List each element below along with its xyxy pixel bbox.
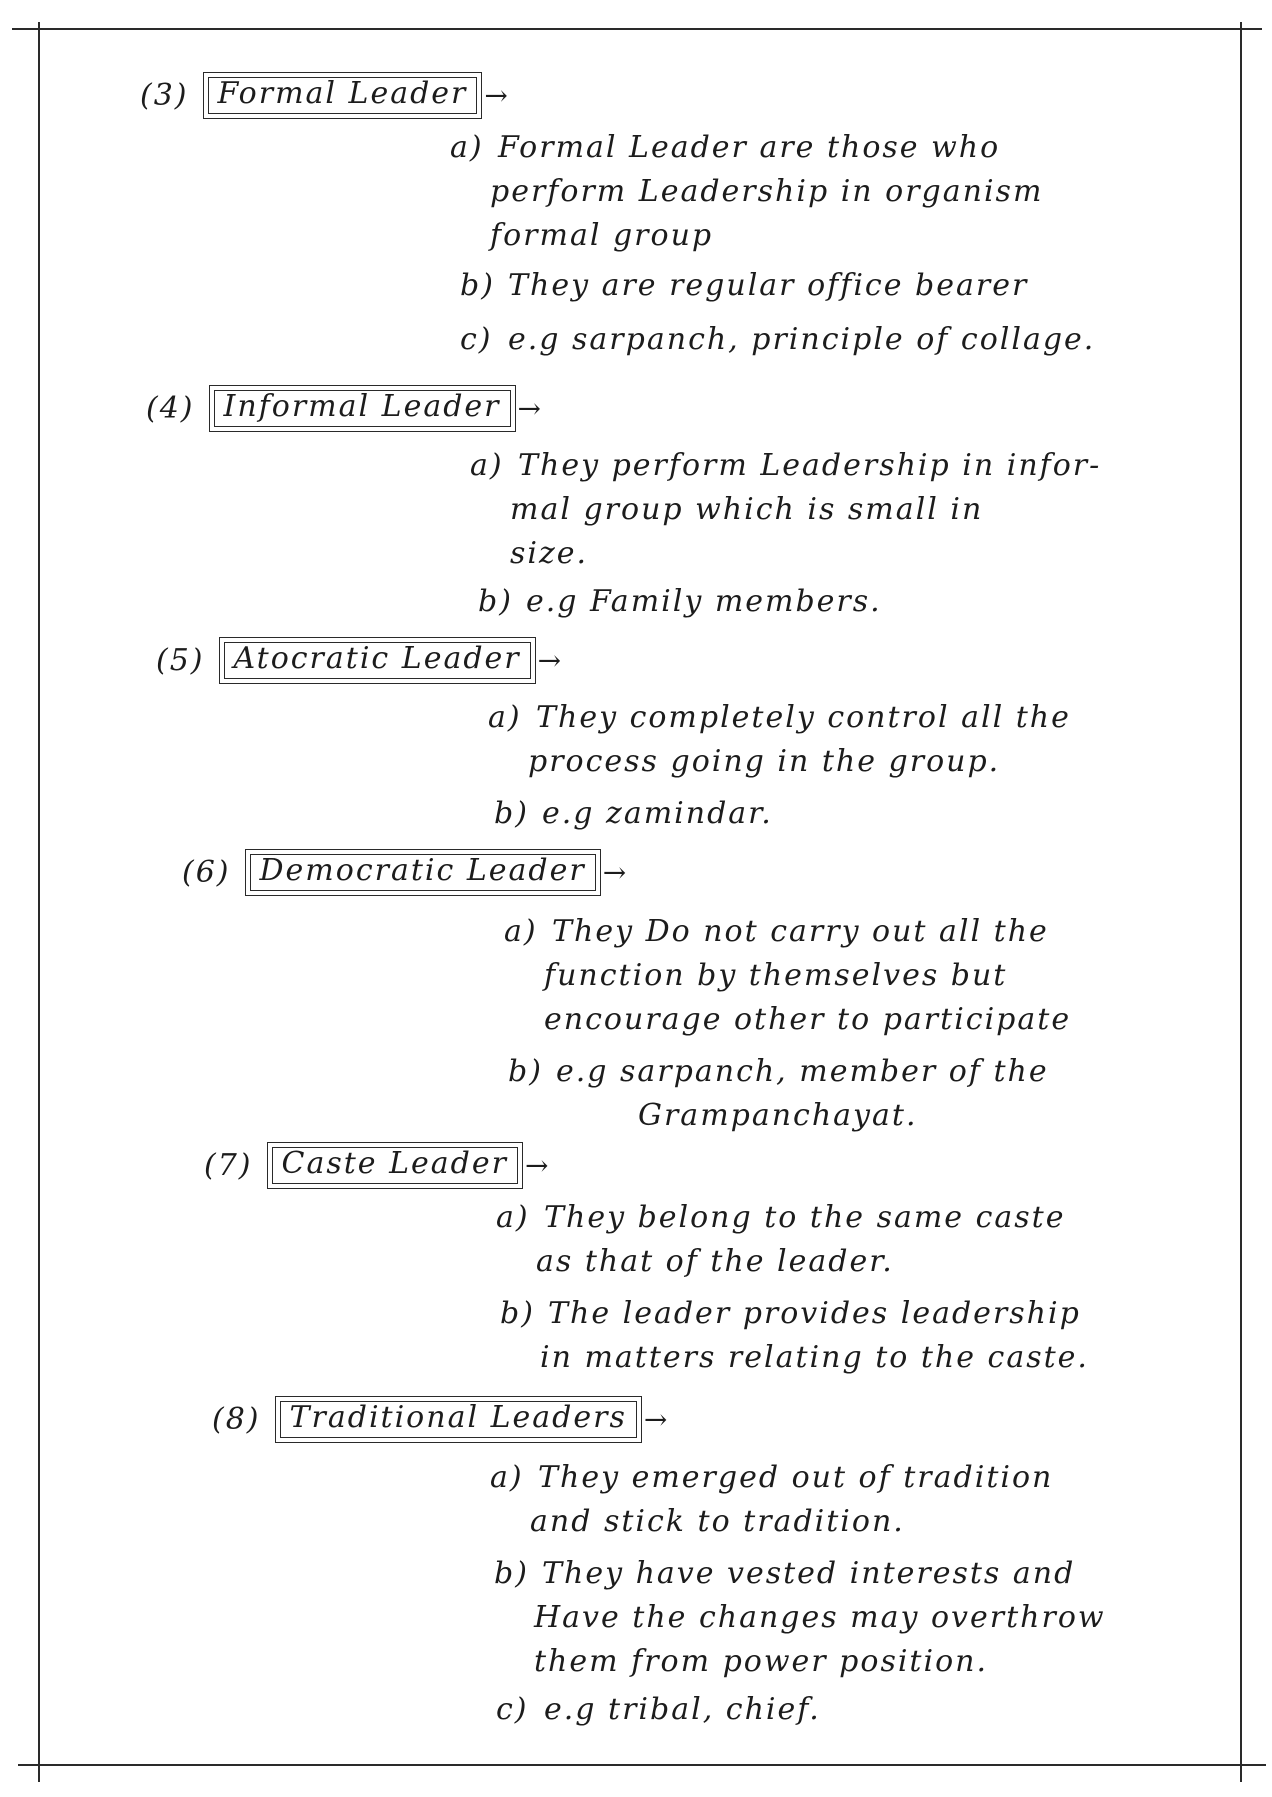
section-title-box: Atocratic Leader: [219, 637, 536, 684]
item-line: They completely control all the: [536, 700, 1071, 735]
item-line: them from power position.: [534, 1644, 989, 1679]
item-marker: b): [500, 1296, 535, 1331]
section-title-box: Caste Leader: [267, 1142, 523, 1189]
item-line: e.g tribal, chief.: [544, 1692, 821, 1727]
section-heading-democratic-leader: [182, 849, 628, 896]
item-line: perform Leadership in organism: [490, 174, 1044, 209]
page-left-margin-rule: [38, 22, 40, 1782]
section-number: (3): [140, 77, 189, 113]
item-marker: a): [488, 700, 522, 735]
section-title-box: Informal Leader: [209, 385, 516, 432]
list-item: [450, 126, 1043, 258]
item-marker: a): [504, 914, 538, 949]
item-marker: a): [470, 448, 504, 483]
item-line: formal group: [490, 218, 714, 253]
list-item: [460, 318, 1095, 362]
item-line: e.g sarpanch, member of the: [556, 1054, 1049, 1089]
item-line: e.g Family members.: [526, 584, 882, 619]
item-line: e.g sarpanch, principle of collage.: [508, 322, 1096, 357]
list-item: [494, 792, 773, 836]
page-right-margin-rule: [1240, 22, 1242, 1782]
item-line: mal group which is small in: [510, 492, 984, 527]
item-line: Formal Leader are those who: [498, 130, 1001, 165]
item-line: They have vested interests and: [542, 1556, 1076, 1591]
item-line: They are regular office bearer: [508, 268, 1029, 303]
arrow-right-icon: →: [517, 391, 543, 425]
item-marker: a): [496, 1200, 530, 1235]
list-item: [500, 1292, 1089, 1380]
item-line: in matters relating to the caste.: [540, 1340, 1089, 1375]
arrow-right-icon: →: [484, 78, 510, 112]
section-heading-formal-leader: [140, 72, 510, 119]
list-item: [488, 696, 1071, 784]
item-marker: c): [460, 322, 493, 357]
item-marker: b): [478, 584, 513, 619]
item-line: Grampanchayat.: [638, 1098, 918, 1133]
section-number: (8): [212, 1401, 261, 1437]
section-title-box: Traditional Leaders: [275, 1396, 642, 1443]
item-line: size.: [510, 536, 589, 571]
item-line: They emerged out of tradition: [538, 1460, 1054, 1495]
section-title-box: Formal Leader: [203, 72, 483, 119]
item-marker: b): [494, 796, 529, 831]
arrow-right-icon: →: [524, 1148, 551, 1182]
list-item: [508, 1050, 1049, 1138]
item-line: They Do not carry out all the: [552, 914, 1049, 949]
item-marker: a): [490, 1460, 524, 1495]
arrow-right-icon: →: [602, 855, 629, 889]
item-marker: b): [508, 1054, 543, 1089]
item-line: The leader provides leadership: [548, 1296, 1081, 1331]
arrow-right-icon: →: [643, 1402, 670, 1436]
section-number: (7): [204, 1147, 253, 1183]
item-line: and stick to tradition.: [530, 1504, 905, 1539]
item-marker: b): [460, 268, 495, 303]
list-item: [496, 1688, 821, 1732]
list-item: [490, 1456, 1053, 1544]
list-item: [494, 1552, 1106, 1684]
item-line: process going in the group.: [528, 744, 1001, 779]
list-item: [470, 444, 1101, 576]
section-number: (5): [156, 642, 205, 678]
item-line: function by themselves but: [544, 958, 1008, 993]
item-line: They belong to the same caste: [544, 1200, 1066, 1235]
list-item: [496, 1196, 1065, 1284]
page-top-rule: [12, 28, 1262, 30]
section-heading-informal-leader: [146, 385, 543, 432]
list-item: [478, 580, 882, 624]
section-heading-traditional-leaders: [212, 1396, 669, 1443]
section-number: (6): [182, 854, 231, 890]
item-marker: a): [450, 130, 484, 165]
page-bottom-rule: [18, 1764, 1266, 1766]
item-marker: c): [496, 1692, 529, 1727]
section-number: (4): [146, 390, 195, 426]
item-marker: b): [494, 1556, 529, 1591]
item-line: encourage other to participate: [544, 1002, 1072, 1037]
section-heading-atocratic-leader: [156, 637, 563, 684]
section-title-box: Democratic Leader: [245, 849, 601, 896]
item-line: They perform Leadership in infor-: [518, 448, 1102, 483]
section-heading-caste-leader: [204, 1142, 550, 1189]
item-line: e.g zamindar.: [542, 796, 773, 831]
item-line: as that of the leader.: [536, 1244, 894, 1279]
list-item: [460, 264, 1028, 308]
arrow-right-icon: →: [537, 643, 564, 677]
item-line: Have the changes may overthrow: [534, 1600, 1106, 1635]
list-item: [504, 910, 1071, 1042]
